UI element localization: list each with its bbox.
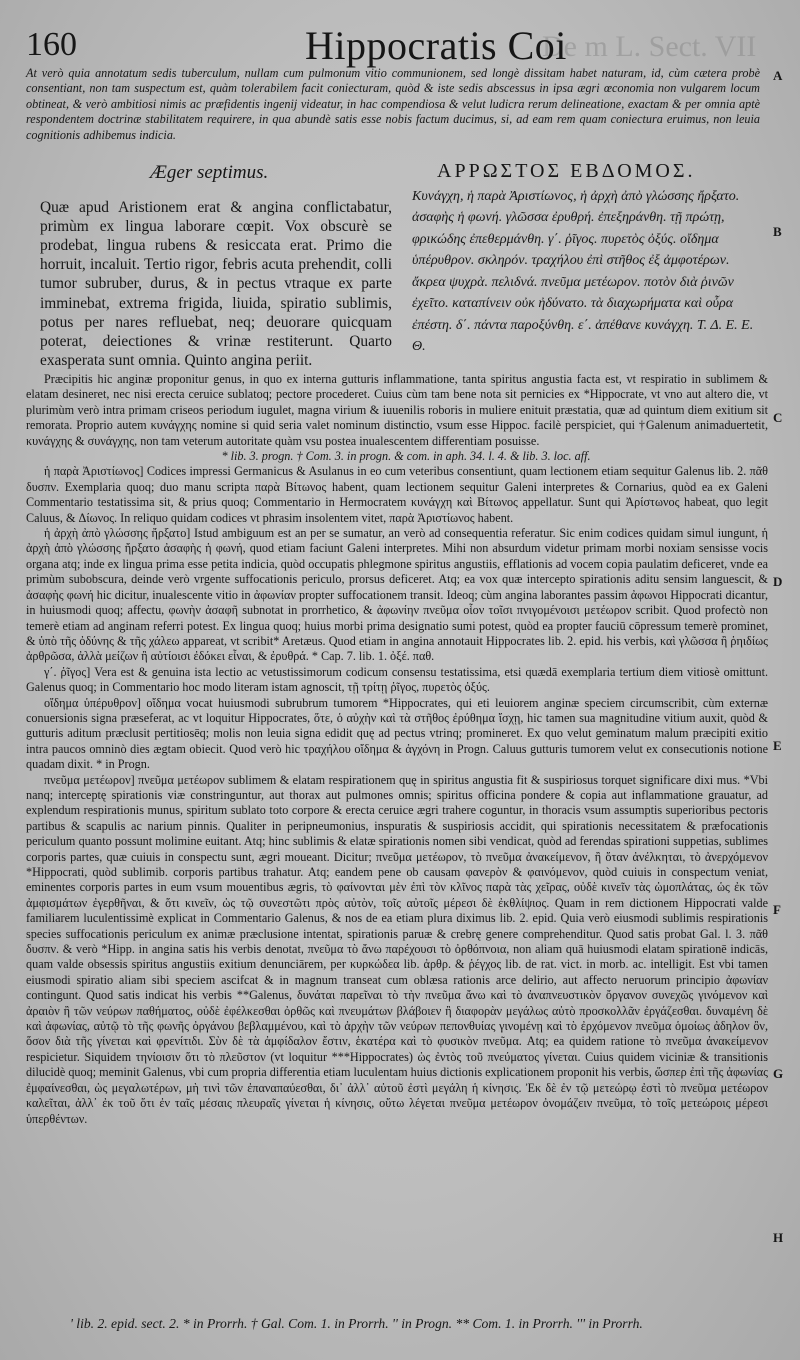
latin-case-text: Quæ apud Aristionem erat & angina conflictabatur, primùm ex lingua laborare cœpit. Vox obscurè se prodebat, lingua rubens & resiccata erat. Primo die horruit, incaluit. Tertio rigor, febris acuta prehendit, colli tumor subruber, durus, & in pectus vtraque ex parte imminebat, extrema frigida, liuida, spiratio sublimis, potus per nares refluebat, neq; deuorare quicquam poterat, deiectiones & vrinæ restiterunt. Quarto exasperata sunt omnia. Quinto angina periit. [40, 199, 392, 369]
greek-case-text: Κυνάγχη, ἡ παρὰ Ἀριστίωνος, ἡ ἀρχὴ ἀπὸ γλώσσης ἤρξατο. ἀσαφὴς ἡ φωνή. γλῶσσα ἐρυθρή. ἐπεξηράνθη. τῇ πρώτῃ, φρικώδης ἐπεθερμάνθη. γ΄. ῥῖγος. πυρετὸς ὀξύς. οἴδημα ὑπέρυθρον. σκληρόν. τραχήλου ἐπὶ στῆθος ἐξ ἀμφοτέρων. ἄκρεα ψυχρὰ. πελιδνά. πνεῦμα μετέωρον. ποτὸν διὰ ῥινῶν ἐχεῖτο. καταπίνειν οὐκ ἠδύνατο. τὰ διαχωρήματα καὶ οὖρα ἐπέστη. δ΄. πάντα παροξύνθη. ε΄. ἀπέθανε κυνάγχη. Τ. Δ. Ε. Ε. Θ. [412, 189, 754, 355]
margin-letter: B [773, 224, 782, 239]
margin-letter: D [773, 574, 783, 589]
page-header [22, 22, 778, 66]
margin-letter: H [773, 1230, 784, 1245]
commentary-paragraph: ἡ ἀρχὴ ἀπὸ γλώσσης ἤρξατο] Istud ambiguum est an per se sumatur, an verò ad consequentia referatur. Sic enim codices quidam simul iungunt, ἡ ἀρχὴ ἀπὸ γλώσσης ἤρξατο ἀσαφὴς ἡ φωνή, quod etiam faciunt Galeni interpretes. Mihi non absurdum videtur primam morbi noxiam sensisse vocis organa atq; inde ex lingua prima esse petita indicia, quòd occupatis phlegmone spiritus angustiis, efflationis ad vocem copia paulatim deficeret, vnde ea primùm subobscura, deinde verò vrgente suffocationis periculo, prorsus deficeret. Atq; ea vox quæ intercepto spirationis aditu sensim languescit, & ἀσαφὴς φωνή hic dicitur, inualescente vitio in ἀφωνίαν propter suffocationem transit. Ideoq; cùm angina laborantes passim ἀφωνοι Hippocrati dicantur, in huiusmodi quoq; affectu, φωνὴν ἀσαφῆ subnotat in prorrhetico, & ἀφωνίην πνεῦμα οἷον τοῖσι πνιγομένοισι μετέωρον scribit. Quod profectò non temerè etiam ad anginam referri potest. Ex lingua quoq; huius morbi prima designatio sumi potest, quòd ea propter fauciū cōpressum temerè prominet, & ὑπὸ τῆς ὀδύνης & τῆς χάλεω appareat, vt scribit* Aretæus. Quod etiam in angina annotauit Hippocrates lib. 2. epid. his verbis, καὶ γλῶσσα ἢ ῥηιδίως ἀρθρῶσα, ἀλλὰ μείζων ἢ αὐτίοισι ἐδόκει εἶναι, & ἐρυθρά. * Cap. 7. lib. 1. ὀξέ. παθ. [26, 526, 768, 664]
margin-letter: G [773, 1066, 784, 1081]
margin-letter: E [773, 738, 782, 753]
commentary-paragraph: πνεῦμα μετέωρον] πνεῦμα μετέωρον sublimem & elatam respirationem quę in spiritus angustia fit & suspiriosus torquet significare dixi mus. *Vbi nanq; interceptę spirationis viæ constringuntur, aut thorax aut pulmones omnis; spiritus officina pondere & copia aut inflammatione grauatur, ad explendum respirationis munus, spiritum sublato toto corpore & erecta ceruice ægri trahere coguntur, in thoracis vsum assumptis superioribus pectoris partibus & scapulis ac narium pinnis. Qualiter in peripneumonius, inspuratis & suspiriosis accidit, qui spirationis necessitatem & præfocationis periculum quanto possunt molimine euitant. Atq; hinc sublimis & elatæ spirationis nomen sibi vendicat, quòd ad ferendas spirationi suppetias, sublimes corporis partes, quæ cuiuis in conspectu sunt, ægri moueant. Dicitur; πνεῦμα μετέωρον, τὸ πνεῦμα ἀνακείμενον, ἢ ὅταν ἀνέλκηται, τὸ ἀνερχόμενον *Hippocrati, quòd sublimib. corporis partibus trahatur. Atq; eandem pene ob causam φανερὸν & φαινόμενον, quòd cuiuis in conspectum veniat, eminentes corporis partes in eum vsum mouentibus ægris, τὸ φαίνονται μὲν ἐπὶ τὸν κλῖνος παρὰ τὰς χεῖρας, οὐδὲ κινεῖν τὰς ὠμοπλάτας, ὡς ἐκ τῶν ἀμφισμάτων ἐγερθῆναι, & ὅτι κινεῖν, ὡς τῷ συνεστῶτι πρὸς αὐτὸν, τοῖς αὐτοῖς μέρεσι δὲ ἐκθλίψιος. Quam in rem dictionem Hippocrati valde familiarem luculentissimè explicat in Commentario Galenus, & nos de ea etiam plura diximus lib. 2. epid. Quia verò eiusmodi sublimis respirationis species suffocationis periculum ex animæ præclusione intentat, spirationis paruæ & crebrę genere comprehenditur. Quod satis probat Gal. l. 3. πᾶθ δυσπν. & verò *Hipp. in angina satis his verbis denotat, πνεῦμα τὸ ἄνω παρέχουσι τὸ ὀρθόπνοια, non aliam quā huiusmodi elatam spirationē indicās, quam valde obsessis spiritus angustiis exitium denunciārem, per κυρκώδεα lib. ἀρθρ. & ῥέγχος lib. de rat. vict. in morb. ac. intelligit. Est vbi tamen eiusmodi spiratio aliam sibi speciem ascifcat & in magnum transeat cum oblæsa rationis arce delirio, aut affecto neruorum principio ἀφωνίαν contingunt. Quod satis indicat his verbis **Galenus, δυνάται παρεῖναι τὸ τὴν πνεῦμα ἄνω καὶ τὸ ἀναπνευστικὸν ὄργανον συνεχῶς γινόμενον καὶ ἀραιὸν ἢ τῶν νεύρων παθήματος, οὐδὲ ἐφέλκεσθαι ὀρθῶς καὶ πνευμάτων βλάβοιεν ἢ διαφορὰν μεγάλως αὐτὸ προσκολλᾶν ἐργάζεσθαι. δυναμένη δὲ καὶ ἀφωνίας, αὐτῷ τὸ τῆς φωνῆς ὀργάνου βεβλαμμένου, καὶ τὸ ἀρχὴν τῶν νεύρων πεπονθυίας γινομένῃ καὶ τὸ ἐρχόμενον πνεῦμα ὁμοίως ἀδηλον ὂν, ὅσον διὰ τῆς γίνεται καὶ φρενίτιδι. Σὺν δὲ τὰ ἀμφίδαλον ἔστιν, ἑκατέρα καὶ τὸ φυσικὸν πνεῦμα. Atq; ea quidem ratione τὸ πνεῦμα ἀνακείμενον respicietur. Siquidem τηνίοισιν ὅτι τὸ πλεῦστον (vt loquitur ***Hippocrates) ὡς ἐντὸς τοῦ πνεύματος γίνεται. Cuius quidem viciniæ & transitionis dilucidè quoq; meminit Galenus, vbi cum propria differentia etiam luculentam huius dictionis explicationem proponit his verbis, ὥσπερ ἐπὶ τῆς ἀφωνίας ἐμφαίνεσθαι, ὡς μεγαλωτέρων, μὴ τινὶ τῶν ἐπαναπαύεσθαι, δι᾽ ἀλλ᾽ αὐτοῦ ἐστὶ μεγάλη ἡ κίνησις. Ἐκ δὲ ἐν τῷ μετεώρῳ ἐστὶ τὸ πνεῦμα μετέωρον καλεῖται, ἀλλ᾽ ἐκ τοῦ ὅτι ἐν ταῖς μέσαις πλευραῖς γίνεται ἡ κίνησις, οὕτω λέγεται πνεῦμα μετέωρον ὀνομάζειν πνεῦμα, τὸ τοῖς μετεώροις μέρεσι ὑπερθέντων. [26, 772, 768, 1126]
latin-case-title: Æger septimus. [150, 162, 269, 183]
greek-case-title: ΑΡΡΩΣΤΟΣ ΕΒΔΟΜΟΣ. [437, 160, 696, 182]
commentary-paragraph: γ΄. ῥῖγος] Vera est & genuina ista lectio ac vetustissimorum codicum consensu testatissima, etsi quædā exemplaria tertium diem vitiosè omittunt. Galenus quoq; in Commentario hoc modo literam istam agnoscit, τῇ τρίτῃ ῥῖγος, πυρετὸς ὀξύς. [26, 664, 768, 695]
page-footnotes: ' lib. 2. epid. sect. 2. * in Prorrh. † Gal. Com. 1. in Prorrh. '' in Progn. ** Com. 1. in Prorrh. ''' in Prorrh. [70, 1316, 643, 1331]
bleed-through-text: De m L. Sect. VII [542, 30, 757, 63]
commentary-paragraph: ἡ παρὰ Ἀριστίωνος] Codices impressi Germanicus & Asulanus in eo cum veteribus consentiunt, quam lectionem etiam sequitur Galenus lib. 2. πᾶθ δυσπν. Exemplaria quoq; duo manu scripta παρὰ Βίτωνος habent, quam lectionem sequitur Galeni interpretes & Cornarius, quòd ea ex Galeni Commentario testatissima sit, & prius quoq; Commentario in Hermocratem κυνάγχη καὶ Βίτωνος appellatur. Sunt qui Ἀρίστωνος habeat, quo legit Caluus, & Δίωνος. In reliquo quidam codices vt phrasim insolentem vitet, παρὰ Ἀριστίωνος habent. [26, 464, 768, 525]
margin-letter: C [773, 410, 783, 425]
commentary-paragraph: οἴδημα ὑπέρυθρον] οἴδημα vocat huiusmodi subrubrum tumorem *Hippocrates, qui eti leuiorem anginæ speciem circumscribit, cùm externæ conuersionis signa præseferat, ac vt loquitur Hippocrates, ὅτε, ὁ αὐχὴν καὶ τὰ στῆθος ἐρύθημα ἴσχῃ, hic tamen sua magnitudine vitium auxit, quòd & gutturis aditum præclusit pertitiosēq; molis non leuia signa edidit quę ad pectus vtrinq; promineret. Ex quo velut geminatum malum præcipiti exitio intra paucos omninò dies ægtam obiecit. Quod verò hic τραχήλου οἴδημα & ἀγχόνη in Progn. Caluus gutturis tumorem velut ex consecutionis notione quadam dixit. * in Progn. [26, 695, 768, 772]
commentary [26, 372, 768, 1127]
intro-paragraph: At verò quia annotatum sedis tuberculum, nullam cum pulmonum vitio communionem, sed longè dissitam habet naturam, id, cùm cætera probè consentiant, non tam suspectum est, quàm tolerabilem facit coniecturam, quòd & iste sedis abscessus in ipsa ægri œconomia non vulgarem locum obtineat, & verò ambitiosi nimis ac præfidentis ingenij videatur, in hac compendiosa & velut ludicra rerum delineatione, exactam & per omnia aptè respondentem doctrinæ stabilitatem requirere, in qua abundè satis esse nobis factum ducimus, si, ad eam rem quam coniectura eruimus, non leuia cognitionis adhibemus indicia. [26, 66, 760, 142]
running-head: Hippocratis Coi [305, 23, 567, 68]
commentary-footnote-line: * lib. 3. progn. † Com. 3. in progn. & com. in aph. 34. l. 4. & lib. 3. loc. aff. [221, 449, 591, 464]
commentary-paragraph: Præcipitis hic anginæ proponitur genus, in quo ex interna gutturis inflammatione, tanta spiritus angustia facta est, vt respiratio in sublimem & elatam desineret, nec nisi erecta ceruice sublatoq; pectore procederet. Cuius cùm tam bene nota sit pernicies ex *Hippocrate, vt vno aut altero die, vt plurimùm verò intra primam criseos periodum iugulet, magna virium & iuuenilis roboris in muliere enituit præstatia, quæ ad quintum diem exitium sit remorata. Proprio autem κυνάγχης nomine si quid seria valet nominum distinctio, vsum esse Hippoc. facilè perspiciet, qui †Galenum animaduertetit, κυνάγχης & συνάγχης, non tam veterum autoritate quàm vsu postea inualescentem differentiam posuisse. [26, 372, 768, 448]
margin-letter: F [773, 902, 781, 917]
margin-letter: A [773, 68, 783, 83]
page-number: 160 [26, 26, 77, 63]
